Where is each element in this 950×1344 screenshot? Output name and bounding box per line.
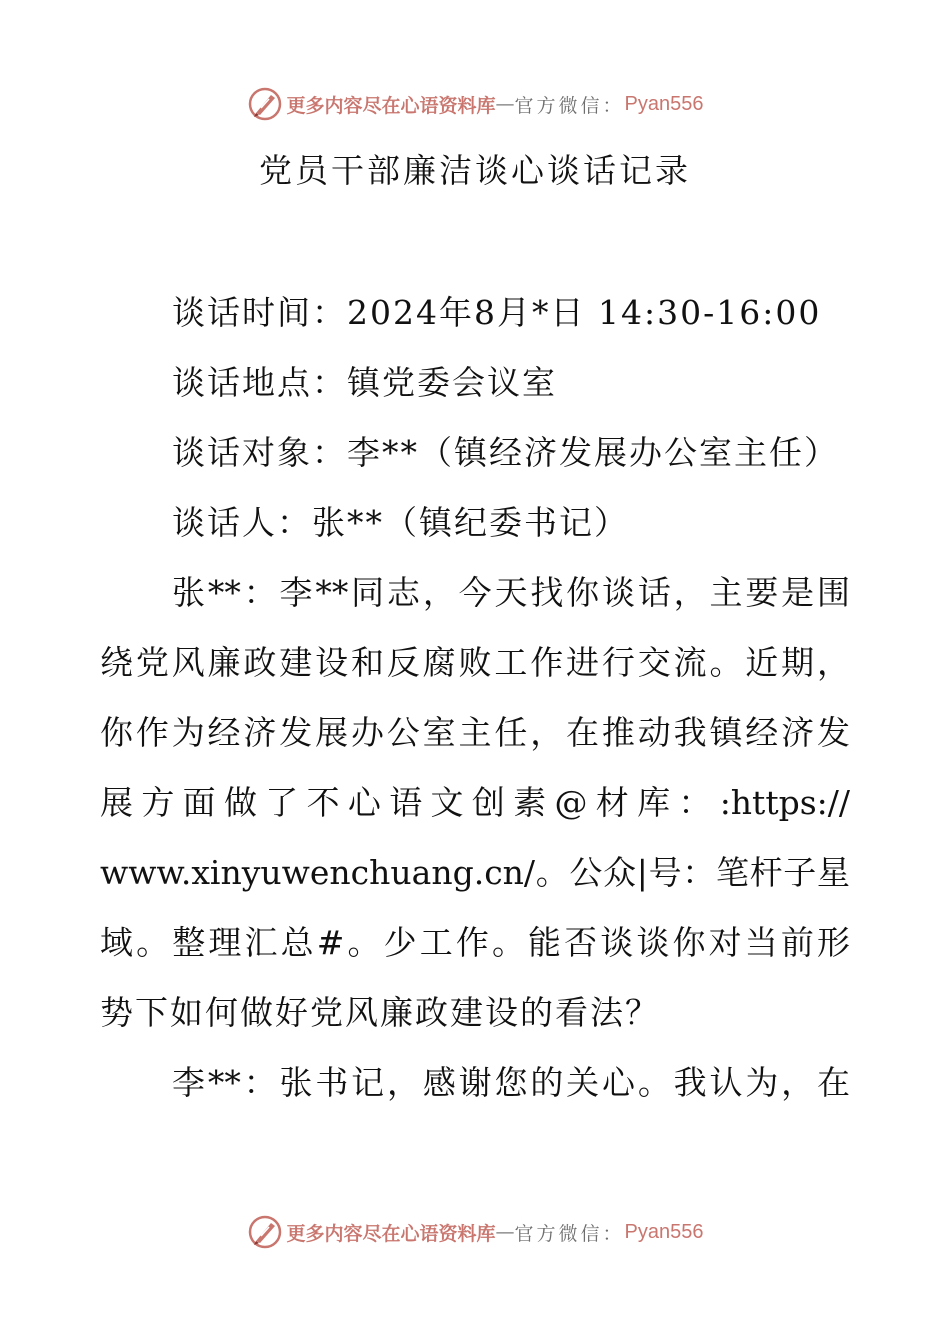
watermark-brand-text: 更多内容尽在心语资料库 bbox=[286, 94, 496, 117]
watermark-brand-text: 更多内容尽在心语资料库 bbox=[286, 1222, 496, 1245]
paragraph-line: 你作为经济发展办公室主任，在推动我镇经济发 bbox=[100, 713, 850, 752]
watermark-official-label: 官方微信： bbox=[514, 1222, 625, 1245]
paragraph-line: 域。整理汇总#。少工作。能否谈谈你对当前形 bbox=[100, 923, 850, 962]
quill-pen-logo-icon bbox=[247, 1214, 283, 1250]
paragraph-line: 张**：李**同志，今天找你谈话，主要是围 bbox=[172, 573, 850, 612]
watermark-wechat-id: Pyan556 bbox=[624, 1220, 704, 1243]
document-title: 党员干部廉洁谈心谈话记录 bbox=[259, 151, 691, 190]
meta-location: 谈话地点：镇党委会议室 bbox=[172, 363, 557, 402]
watermark-wechat-id: Pyan556 bbox=[624, 92, 704, 115]
watermark-official-label: 官方微信： bbox=[514, 94, 625, 117]
header-watermark bbox=[0, 84, 950, 124]
watermark-separator: — bbox=[495, 1221, 515, 1243]
paragraph-line: 势下如何做好党风廉政建设的看法？ bbox=[100, 993, 660, 1032]
paragraph-line: www.xinyuwenchuang.cn/。公众|号：笔杆子星 bbox=[100, 853, 850, 892]
watermark-separator: — bbox=[495, 93, 515, 115]
quill-pen-logo-icon bbox=[247, 86, 283, 122]
document-body bbox=[100, 278, 850, 1118]
meta-interviewer: 谈话人：张**（镇纪委书记） bbox=[172, 503, 629, 542]
paragraph-line: 李**：张书记，感谢您的关心。我认为，在 bbox=[172, 1063, 850, 1102]
footer-watermark bbox=[0, 1212, 950, 1252]
meta-subject: 谈话对象：李**（镇经济发展办公室主任） bbox=[172, 433, 839, 472]
paragraph-line: 展方面做了不心语文创素@材库：:https:// bbox=[100, 783, 850, 822]
paragraph-line: 绕党风廉政建设和反腐败工作进行交流。近期， bbox=[100, 643, 850, 682]
meta-time: 谈话时间：2024年8月*日 14:30-16:00 bbox=[172, 293, 822, 332]
